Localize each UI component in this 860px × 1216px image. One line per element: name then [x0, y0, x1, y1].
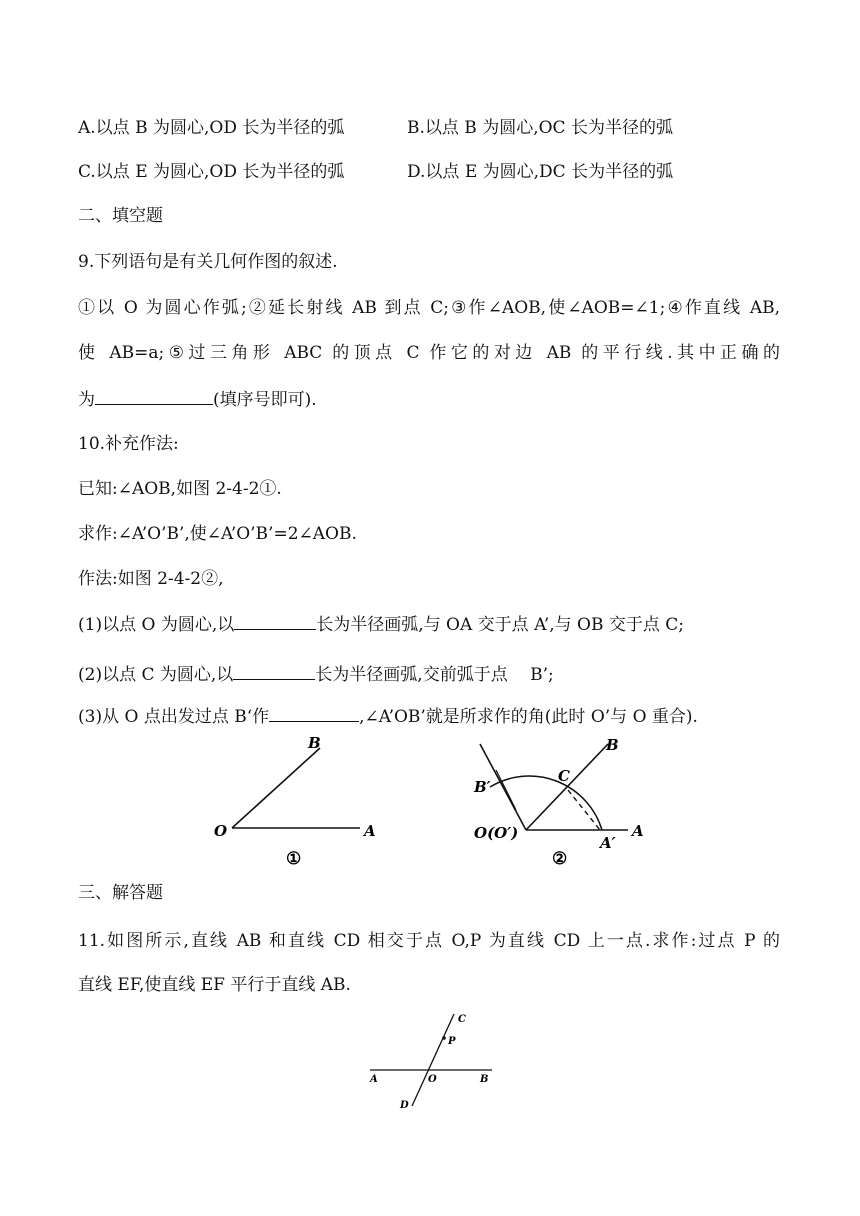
q10-step-2-blank[interactable] [233, 661, 315, 680]
label-a-prime: A′ [600, 834, 616, 852]
q9-stem: 9.下列语句是有关几何作图的叙述. [78, 252, 338, 272]
q10-step-3-suffix: ,∠A’OB’就是所求作的角(此时 O’与 O 重合). [359, 707, 698, 727]
q9-line-3 [78, 386, 317, 412]
label-d: D [400, 1100, 409, 1111]
label-a-2: A [632, 822, 644, 840]
label-c: C [458, 1014, 466, 1025]
arc-mark [496, 770, 516, 810]
label-p: P [448, 1036, 456, 1047]
label-a: A [364, 822, 376, 840]
point-p [442, 1036, 446, 1040]
q10-method: 作法:如图 2-4-2②, [78, 569, 224, 589]
option-c: C.以点 E 为圆心,OD 长为半径的弧 [78, 162, 345, 182]
q9-answer-blank[interactable] [95, 386, 213, 405]
ray-ob-2 [526, 744, 608, 830]
q11-line-1: 11.如图所示,直线 AB 和直线 CD 相交于点 O,P 为直线 CD 上一点.求作:过点 P 的 [78, 931, 780, 951]
line-cd [412, 1014, 454, 1106]
label-o-prime: O(O′) [474, 824, 519, 842]
arc-main [490, 776, 602, 830]
figure-1-caption: ① [286, 849, 302, 869]
figure-angle-aob [200, 730, 400, 870]
q9-line-1: ①以 O 为圆心作弧;②延长射线 AB 到点 C;③作∠AOB,使∠AOB=∠1;④作直线 AB, [78, 298, 780, 318]
q9-line-2: 使 AB=a;⑤过三角形 ABC 的顶点 C 作它的对边 AB 的平行线.其中正确的 [78, 343, 780, 363]
q10-step-3 [78, 703, 698, 729]
q11-line-2: 直线 EF,使直线 EF 平行于直线 AB. [78, 975, 351, 995]
q9-line-3-suffix: (填序号即可). [213, 390, 317, 410]
option-b: B.以点 B 为圆心,OC 长为半径的弧 [407, 118, 673, 138]
label-c: C [558, 767, 570, 785]
q10-step-1-blank[interactable] [234, 611, 316, 630]
q10-step-2 [78, 661, 554, 687]
arc-dashed [568, 790, 600, 830]
label-b-prime: B′ [474, 778, 491, 796]
q10-step-1-suffix: 长为半径画弧,与 OA 交于点 A’,与 OB 交于点 C; [316, 615, 685, 635]
label-o: O [214, 822, 228, 840]
label-b: B [480, 1074, 489, 1085]
option-a: A.以点 B 为圆心,OD 长为半径的弧 [78, 118, 345, 138]
q10-stem: 10.补充作法: [78, 434, 179, 454]
q10-step-1-prefix: (1)以点 O 为圆心,以 [78, 615, 235, 635]
figure-2-caption: ② [552, 849, 568, 869]
label-b: B [308, 734, 321, 752]
q10-step-3-prefix: (3)从 O 点出发过点 B‘作 [78, 707, 270, 727]
figure-construction [470, 730, 670, 870]
q10-step-1 [78, 611, 684, 637]
ray-ob [232, 748, 320, 828]
label-o: O [428, 1074, 437, 1085]
q9-line-3-prefix: 为 [78, 390, 95, 410]
option-d: D.以点 E 为圆心,DC 长为半径的弧 [407, 162, 674, 182]
label-a: A [370, 1074, 378, 1085]
q10-step-2-prefix: (2)以点 C 为圆心,以 [78, 665, 234, 685]
q10-step-3-blank[interactable] [269, 703, 359, 722]
section-answer-heading: 三、解答题 [78, 883, 163, 903]
figure-intersecting-lines [360, 1008, 510, 1118]
label-b-2: B [606, 736, 619, 754]
q10-step-2-suffix: 长为半径画弧,交前弧于点 B’; [315, 665, 554, 685]
q10-find: 求作:∠A’O’B’,使∠A’O’B’=2∠AOB. [78, 524, 357, 544]
section-fill-in-heading: 二、填空题 [78, 206, 163, 226]
q10-given: 已知:∠AOB,如图 2-4-2①. [78, 479, 282, 499]
